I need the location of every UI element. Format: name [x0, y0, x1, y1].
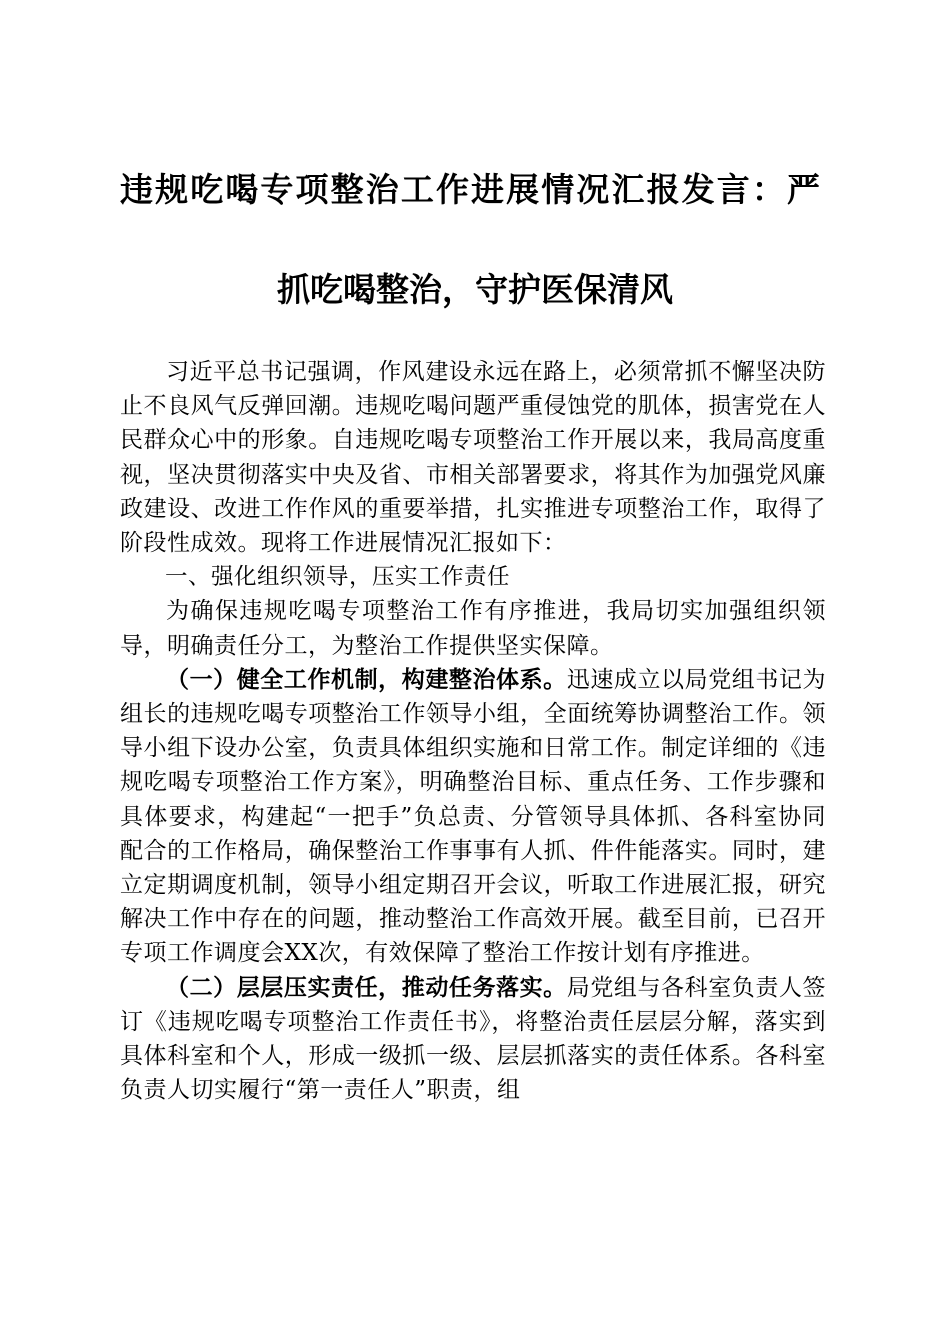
subsection-1-lead: （一）健全工作机制，构建整治体系。 — [166, 665, 567, 693]
intro-paragraph: 习近平总书记强调，作风建设永远在路上，必须常抓不懈坚决防止不良风气反弹回潮。违规吃喝问题严重侵蚀党的肌体，损害党在人民群众心中的形象。自违规吃喝专项整治工作开展以来，我局高度重视，坚决贯彻落实中央及省、市相关部署要求，将其作为加强党风廉政建设、改进工作作风的重要举措，扎实推进专项整治工作，取得了阶段性成效。现将工作进展情况汇报如下： — [120, 359, 826, 557]
document-title-line-1: 违规吃喝专项整治工作进展情况汇报发言：严 — [120, 170, 820, 209]
subsection-2-paragraph — [120, 971, 826, 1108]
section-1-paragraph: 为确保违规吃喝专项整治工作有序推进，我局切实加强组织领导，明确责任分工，为整治工作提供坚实保障。 — [120, 598, 826, 659]
section-1-heading: 一、强化组织领导，压实工作责任 — [165, 564, 511, 591]
subsection-2-text: 局党组与各科室负责人签订《违规吃喝专项整治工作责任书》，将整治责任层层分解，落实到具体科室和个人，形成一级抓一级、层层抓落实的责任体系。各科室负责人切实履行“第一责任人”职责，组 — [120, 974, 827, 1104]
subsection-1-text: 迅速成立以局党组书记为组长的违规吃喝专项整治工作领导小组，全面统筹协调整治工作。领导小组下设办公室，负责具体组织实施和日常工作。制定详细的《违规吃喝专项整治工作方案》，明确整治目标、重点任务、工作步骤和具体要求，构建起“一把手”负总责、分管领导具体抓、各科室协同配合的工作格局，确保整治工作事事有人抓、件件能落实。同时，建立定期调度机制，领导小组定期召开会议，听取工作进展汇报，研究解决工作中存在的问题，推动整治工作高效开展。截至目前，已召开专项工作调度会XX次，有效保障了整治工作按计划有序推进。 — [120, 666, 827, 967]
subsection-1-paragraph — [120, 663, 826, 971]
document-title-line-2: 抓吃喝整治，守护医保清风 — [277, 270, 673, 309]
document-body — [120, 355, 826, 1107]
subsection-2-lead: （二）层层压实责任，推动任务落实。 — [166, 973, 567, 1001]
